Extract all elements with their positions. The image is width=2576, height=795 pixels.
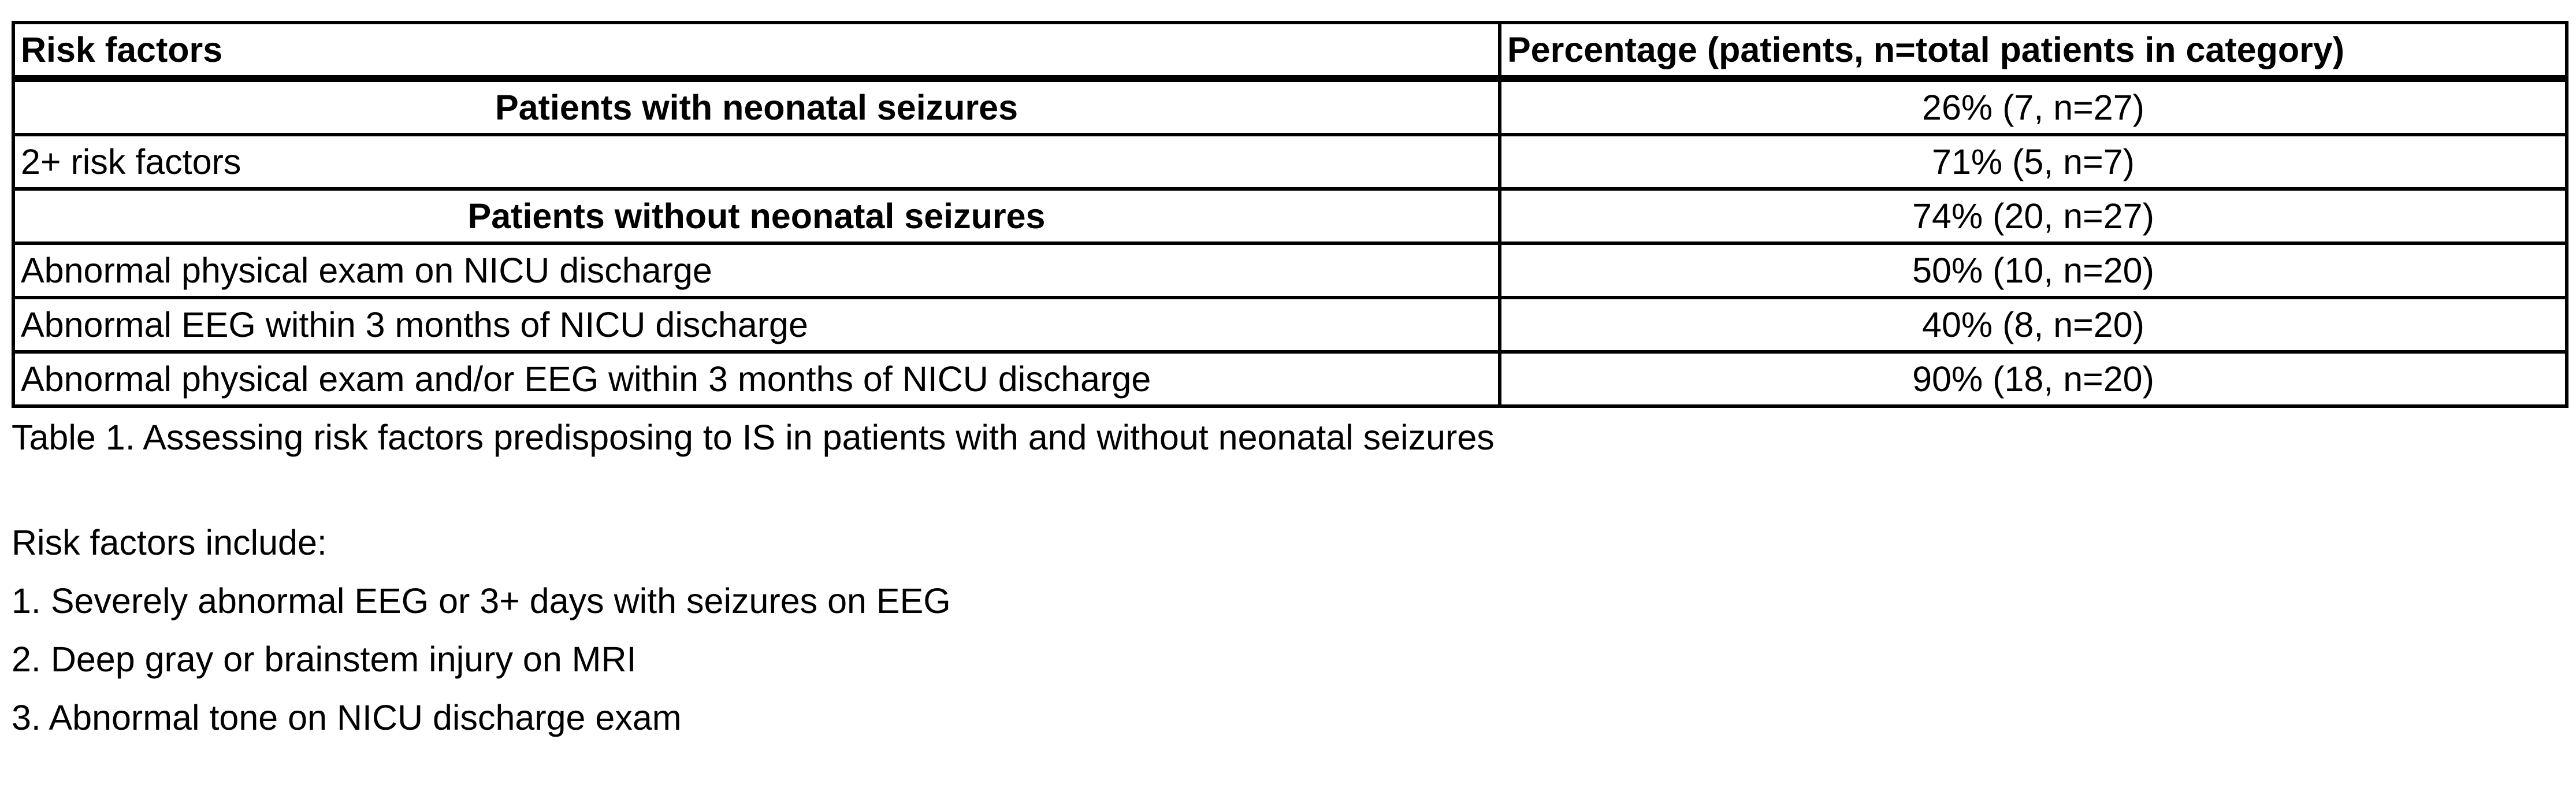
table-row [13, 79, 2567, 135]
risk-factor-cell: Abnormal EEG within 3 months of NICU discharge [13, 298, 1500, 352]
percentage-cell: 26% (7, n=27) [1500, 79, 2567, 135]
percentage-cell: 50% (10, n=20) [1500, 243, 2567, 298]
table-row [13, 189, 2567, 243]
risk-factor-cell: Abnormal physical exam on NICU discharge [13, 243, 1500, 298]
table-row [13, 298, 2567, 352]
risk-factors-table [12, 21, 2568, 408]
group-header-cell: Patients without neonatal seizures [13, 189, 1500, 243]
table-row [13, 352, 2567, 406]
percentage-cell: 90% (18, n=20) [1500, 352, 2567, 406]
group-header-cell: Patients with neonatal seizures [13, 79, 1500, 135]
column-header-percentage: Percentage (patients, n=total patients in category) [1500, 23, 2567, 79]
table-row [13, 135, 2567, 189]
column-header-risk-factors: Risk factors [13, 23, 1500, 79]
notes-heading: Risk factors include: [12, 523, 327, 563]
table-caption: Table 1. Assessing risk factors predisposing to IS in patients with and without neonatal seizures [12, 418, 1495, 457]
percentage-cell: 71% (5, n=7) [1500, 135, 2567, 189]
notes-item: 3. Abnormal tone on NICU discharge exam [12, 698, 682, 738]
percentage-cell: 40% (8, n=20) [1500, 298, 2567, 352]
risk-factor-notes [12, 514, 2565, 747]
table-row [13, 243, 2567, 298]
percentage-cell: 74% (20, n=27) [1500, 189, 2567, 243]
notes-item: 1. Severely abnormal EEG or 3+ days with seizures on EEG [12, 581, 951, 621]
notes-item: 2. Deep gray or brainstem injury on MRI [12, 640, 637, 679]
table-header-row [13, 23, 2567, 79]
risk-factor-cell: 2+ risk factors [13, 135, 1500, 189]
risk-factor-cell: Abnormal physical exam and/or EEG within 3 months of NICU discharge [13, 352, 1500, 406]
document [12, 21, 2565, 747]
